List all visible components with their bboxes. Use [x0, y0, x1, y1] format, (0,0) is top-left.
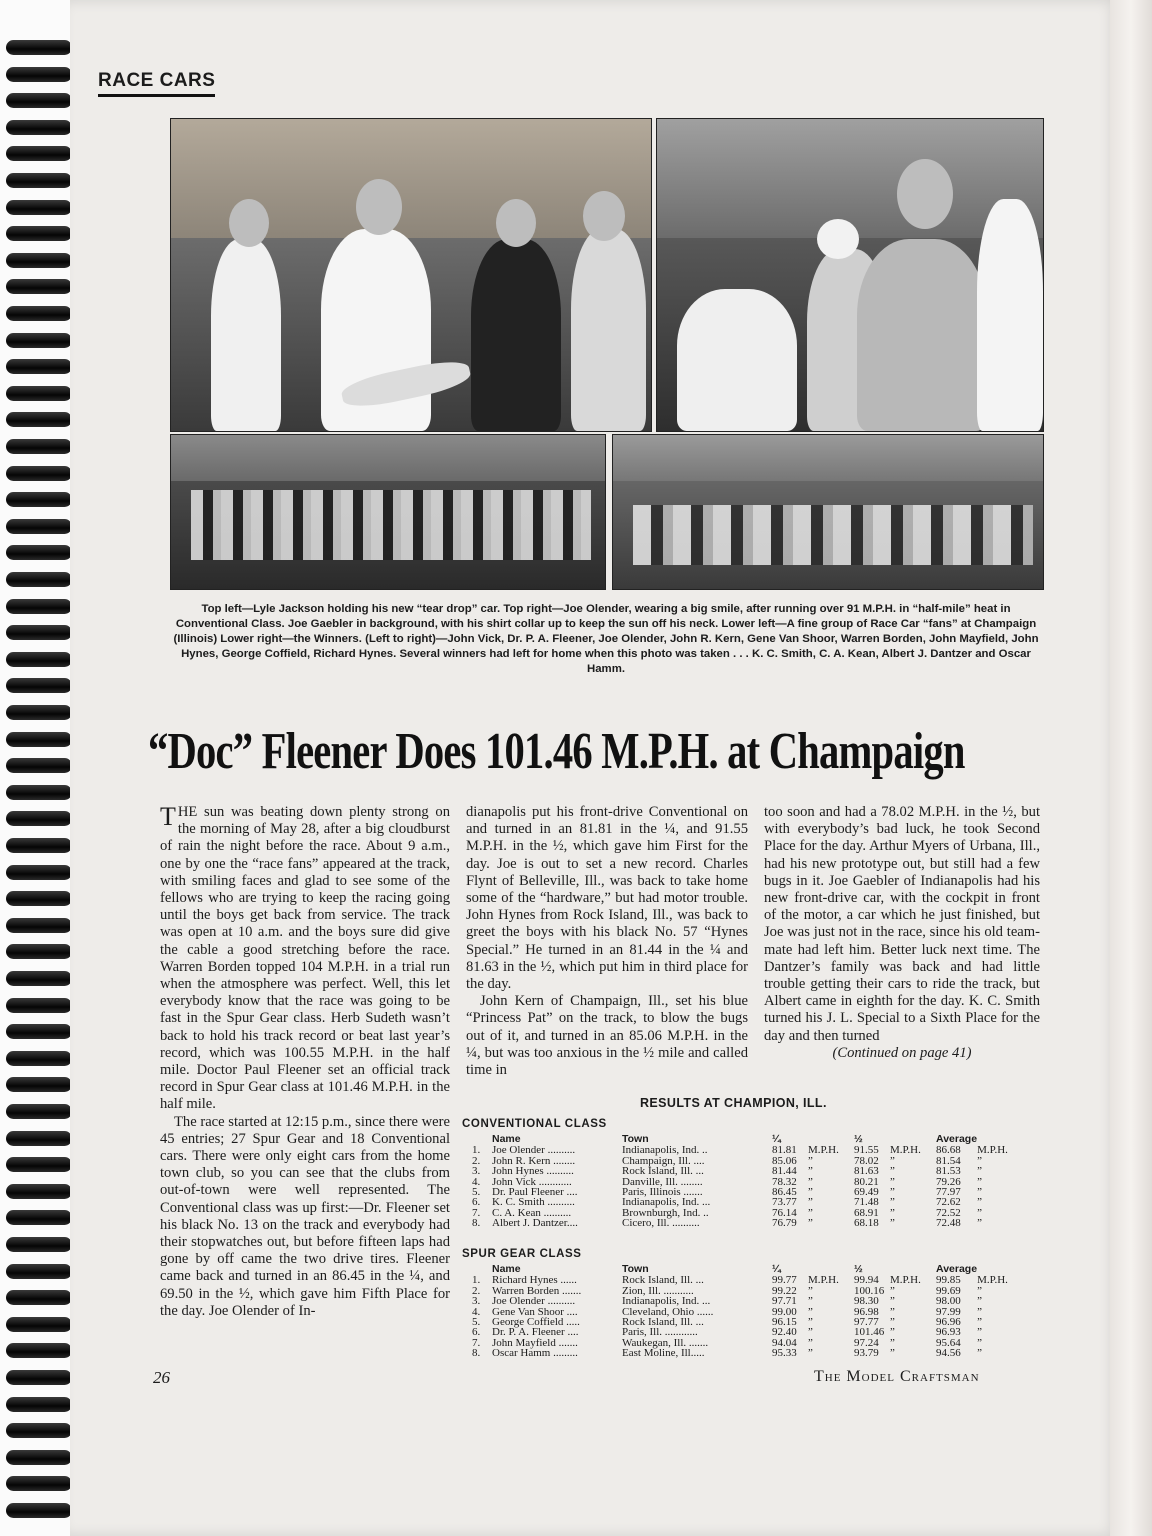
cell-h: 96.98	[854, 1305, 879, 1318]
cell-q: 81.44	[772, 1165, 797, 1178]
cell-name: Richard Hynes ......	[492, 1274, 577, 1287]
col-header-town: Town	[622, 1263, 649, 1275]
binding-coil	[6, 971, 72, 986]
binding-coil	[6, 67, 72, 82]
cell-pos: 4.	[472, 1175, 481, 1188]
article-paragraph: John Kern of Champaign, Ill., set his blue “Princess Pat” on the track, to blow the bugs out of it, and turned in an 85.06 M.P.H. in the ¼, but was too anxious in the ½ mile and called time in	[466, 993, 748, 1079]
cell-h: 100.16	[854, 1284, 885, 1297]
cell-qu: ”	[808, 1196, 813, 1209]
cell-town: Rock Island, Ill. ...	[622, 1274, 704, 1287]
cell-town: Indianapolis, Ind. ...	[622, 1295, 711, 1308]
cell-qu: ”	[808, 1347, 813, 1360]
binding-coil	[6, 838, 72, 853]
cell-name: George Coffield .....	[492, 1316, 580, 1329]
cell-avg: 81.54	[936, 1154, 961, 1167]
binding-coil	[6, 1104, 72, 1119]
article-paragraph: too soon and had a 78.02 M.P.H. in the ½, but with everybody’s bad luck, he took Second Place for the day. Arthur Myers of Urbana, Ill., had his new prototype out, but still had a few bugs in it. Joe Gaebler of Indianapolis had his new front-drive car, with the cockpit in front of the motor, a car which he just finished, but Joe was just not in the race, since his old team-mate had left him. Better luck next time. The Dantzer’s family was back and had little trouble getting their cars to ride the track, but Albert came in eighth for the day. K. C. Smith turned his J. L. Special to a Sixth Place for the day and then turned	[764, 804, 1040, 1044]
cell-pos: 8.	[472, 1217, 481, 1230]
article-column-1	[160, 804, 450, 1320]
cell-town: Rock Island, Ill. ...	[622, 1165, 704, 1178]
binding-coil	[6, 253, 72, 268]
cell-qu: ”	[808, 1165, 813, 1178]
binding-coil	[6, 1290, 72, 1305]
cell-hu: ”	[890, 1347, 895, 1360]
cell-au: ”	[977, 1175, 982, 1188]
cell-h: 78.02	[854, 1154, 879, 1167]
binding-coil	[6, 1184, 72, 1199]
cell-au: ”	[977, 1284, 982, 1297]
binding-coil	[6, 1131, 72, 1146]
binding-coil	[6, 226, 72, 241]
cell-pos: 7.	[472, 1206, 481, 1219]
cell-qu: M.P.H.	[808, 1144, 839, 1157]
continued-note: (Continued on page 41)	[832, 1044, 972, 1061]
binding-coil	[6, 652, 72, 667]
cell-avg: 94.56	[936, 1347, 961, 1360]
photo-lower-left	[170, 434, 606, 590]
col-header-half: ½	[854, 1263, 863, 1275]
article-headline: “Doc” Fleener Does 101.46 M.P.H. at Champaign	[148, 723, 965, 780]
cell-h: 98.30	[854, 1295, 879, 1308]
cell-q: 99.77	[772, 1274, 797, 1287]
binding-coil	[6, 306, 72, 321]
page-number: 26	[153, 1368, 170, 1387]
table-row	[472, 1218, 1042, 1228]
cell-q: 97.71	[772, 1295, 797, 1308]
col-header-quarter: ¼	[772, 1263, 781, 1275]
cell-avg: 96.96	[936, 1316, 961, 1329]
binding-coil	[6, 572, 72, 587]
article-paragraph: HE sun was beating down plenty strong on the morning of May 28, after a big cloudburst of rain the night before the race. About 9 a.m., one by one the “race fans” appeared at the track, with smiling faces and glad to see some of the fellows who are trying to keep the racing going until the boys get back from service. The track was open at 10 a.m. and the boys sure did give the cable a good stretching before the race. Warren Borden topped 104 M.P.H. in a trial run when the atmosphere was perfect. Well, this let everybody know that the race was going to be fast in the Spur Gear class. Herb Sudeth wasn’t back to hold his track record or beat last year’s record, which was 100.55 M.P.H. in the half mile. Doctor Paul Fleener set an official track record in Spur Gear class at 101.46 M.P.H. in the half mile.	[160, 804, 450, 1113]
article-column-3	[764, 804, 1040, 1062]
drop-cap: T	[160, 802, 176, 831]
cell-avg: 81.53	[936, 1165, 961, 1178]
binding-coil	[6, 1237, 72, 1252]
col-header-town: Town	[622, 1133, 649, 1145]
photo-top-left	[170, 118, 652, 432]
cell-avg: 99.85	[936, 1274, 961, 1287]
cell-q: 86.45	[772, 1186, 797, 1199]
cell-h: 97.24	[854, 1336, 879, 1349]
binding-coil	[6, 1157, 72, 1172]
binding-coil	[6, 120, 72, 135]
cell-name: John Mayfield .......	[492, 1336, 578, 1349]
binding-coil	[6, 1423, 72, 1438]
results-title: RESULTS AT CHAMPION, ILL.	[640, 1096, 827, 1110]
photo-caption: Top left—Lyle Jackson holding his new “tear drop” car. Top right—Joe Olender, wearing a big smile, after running over 91 M.P.H. in “half-mile” heat in Conventional Class. Joe Gaebler in background, with his shirt collar up to keep the sun off his neck. Lower left—A fine group of Race Car “fans” at Champaign (Illinois) Lower right—the Winners. (Left to right)—John Vick, Dr. P. A. Fleener, Joe Olender, John R. Kern, Gene Van Shoor, Warren Borden, John Mayfield, John Hynes, George Coffield, Richard Hynes. Several winners had left for home when this photo was taken . . . K. C. Smith, C. A. Kean, Albert J. Dantzer and Oscar Hamm.	[173, 603, 1039, 675]
binding-coil	[6, 1450, 72, 1465]
cell-name: Joe Olender ..........	[492, 1144, 576, 1157]
binding-coil	[6, 545, 72, 560]
cell-name: John Vick ............	[492, 1175, 572, 1188]
cell-pos: 2.	[472, 1284, 481, 1297]
cell-name: Warren Borden .......	[492, 1284, 582, 1297]
table-row	[472, 1348, 1042, 1358]
binding-coil	[6, 1476, 72, 1491]
binding-coil	[6, 200, 72, 215]
binding-coil	[6, 732, 72, 747]
cell-name: John R. Kern ........	[492, 1154, 576, 1167]
cell-q: 78.32	[772, 1175, 797, 1188]
cell-qu: ”	[808, 1206, 813, 1219]
cell-name: Dr. P. A. Fleener ....	[492, 1326, 579, 1339]
cell-hu: ”	[890, 1186, 895, 1199]
cell-name: Gene Van Shoor ....	[492, 1305, 578, 1318]
cell-h: 68.18	[854, 1217, 879, 1230]
cell-hu: ”	[890, 1326, 895, 1339]
cell-h: 80.21	[854, 1175, 879, 1188]
binding-coil	[6, 333, 72, 348]
cell-hu: M.P.H.	[890, 1274, 921, 1287]
cell-name: Joe Olender ..........	[492, 1295, 576, 1308]
binding-coil	[6, 93, 72, 108]
cell-q: 95.33	[772, 1347, 797, 1360]
binding-coil	[6, 625, 72, 640]
cell-au: M.P.H.	[977, 1274, 1008, 1287]
section-title: RACE CARS	[98, 70, 215, 97]
cell-hu: ”	[890, 1336, 895, 1349]
cell-au: ”	[977, 1347, 982, 1360]
cell-name: Albert J. Dantzer....	[492, 1217, 578, 1230]
cell-qu: M.P.H.	[808, 1274, 839, 1287]
col-header-name: Name	[492, 1133, 521, 1145]
cell-hu: ”	[890, 1206, 895, 1219]
cell-town: Indianapolis, Ind. ..	[622, 1144, 708, 1157]
spur-gear-class-title: SPUR GEAR CLASS	[462, 1248, 582, 1260]
binding-coil	[6, 758, 72, 773]
binding-coil	[6, 279, 72, 294]
photo-lower-right	[612, 434, 1044, 590]
binding-coil	[6, 891, 72, 906]
cell-hu: ”	[890, 1316, 895, 1329]
binding-coil	[6, 386, 72, 401]
cell-au: ”	[977, 1154, 982, 1167]
cell-town: Danville, Ill. ........	[622, 1175, 703, 1188]
cell-pos: 5.	[472, 1186, 481, 1199]
col-header-half: ½	[854, 1133, 863, 1145]
binding-coil	[6, 1317, 72, 1332]
cell-name: Oscar Hamm .........	[492, 1347, 578, 1360]
cell-au: ”	[977, 1165, 982, 1178]
cell-pos: 1.	[472, 1144, 481, 1157]
cell-town: Brownburgh, Ind. ..	[622, 1206, 709, 1219]
spur-gear-results-table	[472, 1264, 1042, 1359]
cell-pos: 1.	[472, 1274, 481, 1287]
cell-town: Paris, Illinois .......	[622, 1186, 703, 1199]
cell-name: John Hynes ..........	[492, 1165, 574, 1178]
binding-coil	[6, 1077, 72, 1092]
binding-coil	[6, 944, 72, 959]
cell-pos: 6.	[472, 1326, 481, 1339]
cell-qu: ”	[808, 1186, 813, 1199]
binding-coil	[6, 146, 72, 161]
binding-coil	[6, 40, 72, 55]
binding-coil	[6, 1370, 72, 1385]
cell-qu: ”	[808, 1295, 813, 1308]
cell-au: ”	[977, 1295, 982, 1308]
cell-qu: ”	[808, 1305, 813, 1318]
cell-au: ”	[977, 1206, 982, 1219]
cell-town: Zion, Ill. ...........	[622, 1284, 694, 1297]
cell-au: ”	[977, 1217, 982, 1230]
cell-au: ”	[977, 1186, 982, 1199]
cell-town: Rock Island, Ill. ...	[622, 1316, 704, 1329]
page-edge	[1110, 0, 1152, 1536]
cell-h: 93.79	[854, 1347, 879, 1360]
cell-hu: ”	[890, 1217, 895, 1230]
cell-q: 92.40	[772, 1326, 797, 1339]
cell-town: Waukegan, Ill. .......	[622, 1336, 709, 1349]
binding-coil	[6, 705, 72, 720]
binding-coil	[6, 1397, 72, 1412]
article-column-2	[466, 804, 748, 1079]
binding-coil	[6, 439, 72, 454]
col-header-average: Average	[936, 1263, 978, 1275]
binding-coil	[6, 1051, 72, 1066]
cell-avg: 79.26	[936, 1175, 961, 1188]
cell-pos: 5.	[472, 1316, 481, 1329]
cell-hu: ”	[890, 1165, 895, 1178]
cell-au: ”	[977, 1196, 982, 1209]
cell-h: 99.94	[854, 1274, 879, 1287]
cell-h: 68.91	[854, 1206, 879, 1219]
binding-coil	[6, 1264, 72, 1279]
cell-qu: ”	[808, 1217, 813, 1230]
binding-coil	[6, 1024, 72, 1039]
cell-hu: ”	[890, 1175, 895, 1188]
cell-au: ”	[977, 1316, 982, 1329]
cell-town: Paris, Ill. ............	[622, 1326, 698, 1339]
cell-avg: 97.99	[936, 1305, 961, 1318]
cell-town: Cleveland, Ohio ......	[622, 1305, 714, 1318]
magazine-name: The Model Craftsman	[814, 1368, 980, 1385]
binding-coil	[6, 492, 72, 507]
cell-avg: 77.97	[936, 1186, 961, 1199]
cell-avg: 86.68	[936, 1144, 961, 1157]
cell-q: 99.22	[772, 1284, 797, 1297]
cell-h: 97.77	[854, 1316, 879, 1329]
cell-q: 94.04	[772, 1336, 797, 1349]
cell-h: 81.63	[854, 1165, 879, 1178]
cell-town: Indianapolis, Ind. ...	[622, 1196, 711, 1209]
cell-q: 81.81	[772, 1144, 797, 1157]
cell-au: ”	[977, 1326, 982, 1339]
cell-hu: M.P.H.	[890, 1144, 921, 1157]
cell-avg: 99.69	[936, 1284, 961, 1297]
photo-top-right	[656, 118, 1044, 432]
cell-pos: 8.	[472, 1347, 481, 1360]
cell-hu: ”	[890, 1284, 895, 1297]
cell-name: Dr. Paul Fleener ....	[492, 1186, 578, 1199]
binding-coil	[6, 678, 72, 693]
cell-pos: 2.	[472, 1154, 481, 1167]
cell-h: 101.46	[854, 1326, 885, 1339]
cell-hu: ”	[890, 1305, 895, 1318]
cell-qu: ”	[808, 1336, 813, 1349]
binding-coil	[6, 1503, 72, 1518]
cell-q: 76.79	[772, 1217, 797, 1230]
cell-au: ”	[977, 1305, 982, 1318]
conventional-class-title: CONVENTIONAL CLASS	[462, 1118, 607, 1130]
cell-hu: ”	[890, 1196, 895, 1209]
cell-pos: 3.	[472, 1295, 481, 1308]
binding-coil	[6, 412, 72, 427]
cell-town: East Moline, Ill.....	[622, 1347, 705, 1360]
cell-qu: ”	[808, 1284, 813, 1297]
cell-q: 73.77	[772, 1196, 797, 1209]
cell-avg: 72.52	[936, 1206, 961, 1219]
cell-qu: ”	[808, 1326, 813, 1339]
col-header-name: Name	[492, 1263, 521, 1275]
cell-hu: ”	[890, 1154, 895, 1167]
cell-q: 85.06	[772, 1154, 797, 1167]
binding-coil	[6, 519, 72, 534]
binding-coil	[6, 811, 72, 826]
article-paragraph: The race started at 12:15 p.m., since there were 45 entries; 27 Spur Gear and 18 Conventional cars. There were only eight cars from the home town club, so you can see that the clubs from out-of-town were well represented. The Conventional class was up first:—Dr. Fleener set his black No. 13 on the track and everybody had their stopwatches out, but before fifteen laps had gone by off came the two drive tires. Fleener came back and turned in an 86.45 in the ¼, and 69.50 in the ½, which gave him Fifth Place for the day. Joe Olender of In-	[160, 1113, 450, 1319]
binding-coil	[6, 1210, 72, 1225]
cell-hu: ”	[890, 1295, 895, 1308]
binding-coil	[6, 1343, 72, 1358]
cell-qu: ”	[808, 1316, 813, 1329]
binding-coil	[6, 998, 72, 1013]
cell-au: ”	[977, 1336, 982, 1349]
cell-q: 76.14	[772, 1206, 797, 1219]
cell-avg: 72.48	[936, 1217, 961, 1230]
binding-coil	[6, 918, 72, 933]
cell-h: 69.49	[854, 1186, 879, 1199]
conventional-results-table	[472, 1134, 1042, 1229]
binding-coil	[6, 785, 72, 800]
cell-pos: 6.	[472, 1196, 481, 1209]
cell-avg: 98.00	[936, 1295, 961, 1308]
article-paragraph: dianapolis put his front-drive Conventional on and turned in an 81.81 in the ¼, and 91.55 M.P.H. in the ½, which gave him First for the day. Joe is out to set a new record. Charles Flynt of Belleville, Ill., was back to take home some of the “hardware,” but had motor trouble. John Hynes from Rock Island, Ill., was back to greet the boys with his black No. 57 “Hynes Special.” He turned in an 81.44 in the ¼ and 81.63 in the ½, which put him in third place for the day.	[466, 804, 748, 993]
cell-pos: 4.	[472, 1305, 481, 1318]
binding-coil	[6, 359, 72, 374]
cell-h: 91.55	[854, 1144, 879, 1157]
spiral-binding	[0, 0, 70, 1536]
cell-au: M.P.H.	[977, 1144, 1008, 1157]
binding-coil	[6, 173, 72, 188]
cell-qu: ”	[808, 1154, 813, 1167]
cell-h: 71.48	[854, 1196, 879, 1209]
cell-avg: 72.62	[936, 1196, 961, 1209]
binding-coil	[6, 466, 72, 481]
binding-coil	[6, 865, 72, 880]
cell-q: 96.15	[772, 1316, 797, 1329]
cell-name: C. A. Kean ..........	[492, 1206, 572, 1219]
cell-pos: 3.	[472, 1165, 481, 1178]
cell-town: Cicero, Ill. ..........	[622, 1217, 700, 1230]
cell-pos: 7.	[472, 1336, 481, 1349]
binding-coil	[6, 599, 72, 614]
col-header-quarter: ¼	[772, 1133, 781, 1145]
cell-town: Champaign, Ill. ....	[622, 1154, 705, 1167]
cell-name: K. C. Smith ..........	[492, 1196, 575, 1209]
cell-avg: 95.64	[936, 1336, 961, 1349]
col-header-average: Average	[936, 1133, 978, 1145]
cell-q: 99.00	[772, 1305, 797, 1318]
cell-avg: 96.93	[936, 1326, 961, 1339]
cell-qu: ”	[808, 1175, 813, 1188]
